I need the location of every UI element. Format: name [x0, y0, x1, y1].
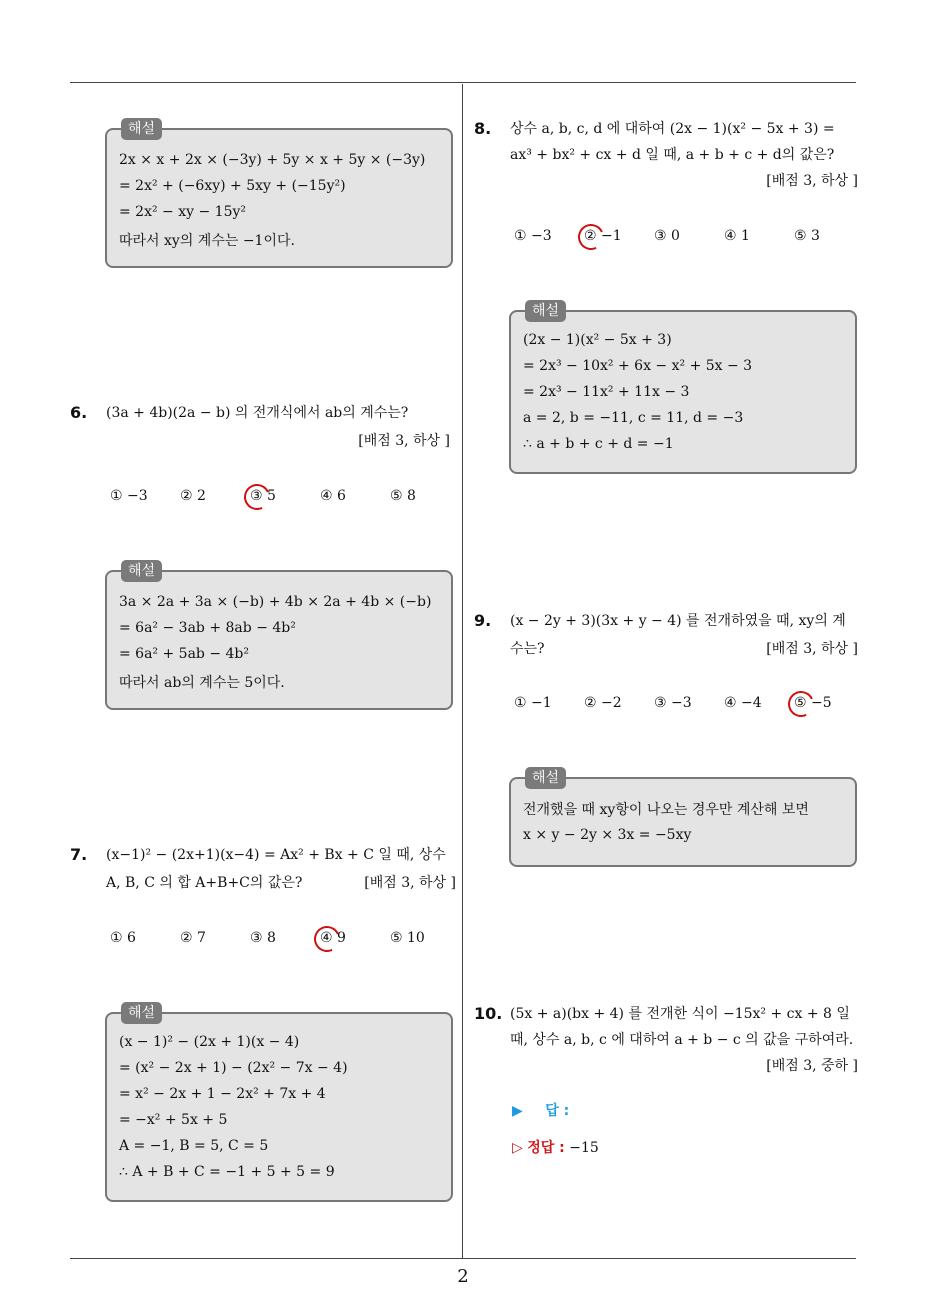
solution-box-q7 [105, 1005, 453, 1202]
question-meta: [배점 3, 하상 ] [358, 433, 450, 449]
solution-line: 따라서 xy의 계수는 −1이다. [119, 233, 295, 249]
choice-1[interactable]: ① −3 [110, 488, 148, 504]
question-6 [70, 400, 450, 456]
question-text: (3a + 4b)(2a − b) 의 전개식에서 ab의 계수는? [106, 405, 409, 421]
solution-line: ∴ A + B + C = −1 + 5 + 5 = 9 [119, 1164, 335, 1180]
solution-line: (x − 1)² − (2x + 1)(x − 4) [119, 1034, 300, 1050]
choice-2[interactable] [584, 228, 622, 244]
choice-4[interactable]: ④ 6 [320, 488, 346, 504]
solution-box-q8 [509, 303, 857, 474]
correct-answer-value: −15 [569, 1140, 599, 1156]
question-number: 6. [70, 403, 88, 422]
choices-q9 [514, 695, 854, 719]
solution-tag: 해설 [525, 300, 566, 322]
question-text: (5x + a)(bx + 4) 를 전개한 식이 −15x² + cx + 8 일 [510, 1006, 850, 1022]
answer-row [512, 1100, 569, 1120]
question-text: A, B, C 의 합 A+B+C의 값은? [106, 875, 303, 891]
solution-line: = 2x² + (−6xy) + 5xy + (−15y²) [119, 178, 346, 194]
solution-box-q6 [105, 563, 453, 710]
solution-tag: 해설 [525, 767, 566, 789]
solution-box-q5 [105, 121, 453, 268]
choice-2[interactable]: ② 2 [180, 488, 206, 504]
correct-answer-row [512, 1137, 599, 1157]
question-number: 10. [474, 1004, 503, 1023]
answer-label: 답 : [545, 1103, 570, 1119]
solution-line: 전개했을 때 xy항이 나오는 경우만 계산해 보면 [523, 802, 809, 818]
solution-line: = x² − 2x + 1 − 2x² + 7x + 4 [119, 1086, 326, 1102]
answer-mark-icon [310, 922, 343, 955]
bottom-rule [70, 1258, 856, 1259]
question-meta: [배점 3, 중하 ] [766, 1058, 858, 1074]
question-10 [474, 1001, 858, 1081]
solution-line: = 2x² − xy − 15y² [119, 204, 246, 220]
choices-q6 [110, 488, 430, 512]
choice-3[interactable] [250, 488, 276, 504]
correct-answer-label: 정답 : [527, 1140, 565, 1156]
answer-mark-icon [240, 480, 273, 513]
question-text: ax³ + bx² + cx + d 일 때, a + b + c + d의 값은? [510, 147, 835, 163]
choice-3[interactable]: ③ 8 [250, 930, 276, 946]
question-number: 9. [474, 611, 492, 630]
question-meta: [배점 3, 하상 ] [364, 875, 456, 891]
solution-line: 3a × 2a + 3a × (−b) + 4b × 2a + 4b × (−b) [119, 594, 432, 610]
choice-1[interactable]: ① −1 [514, 695, 552, 711]
outline-arrow-icon: ▷ [512, 1140, 523, 1156]
play-arrow-icon: ▶ [512, 1103, 523, 1119]
choice-1[interactable]: ① −3 [514, 228, 552, 244]
solution-line: 따라서 ab의 계수는 5이다. [119, 675, 285, 691]
solution-line: = 6a² + 5ab − 4b² [119, 646, 250, 662]
choice-2[interactable]: ② 7 [180, 930, 206, 946]
solution-line: (2x − 1)(x² − 5x + 3) [523, 332, 672, 348]
choice-5[interactable]: ⑤ 3 [794, 228, 820, 244]
choice-5[interactable] [794, 695, 832, 711]
solution-tag: 해설 [121, 560, 162, 582]
choice-5[interactable]: ⑤ 8 [390, 488, 416, 504]
question-9 [474, 608, 858, 664]
choice-3[interactable]: ③ −3 [654, 695, 692, 711]
solution-line: a = 2, b = −11, c = 11, d = −3 [523, 410, 744, 426]
question-text: (x−1)² − (2x+1)(x−4) = Ax² + Bx + C 일 때, 상수 [106, 847, 446, 863]
solution-line: = 2x³ − 11x² + 11x − 3 [523, 384, 690, 400]
choice-5[interactable]: ⑤ 10 [390, 930, 425, 946]
choice-4-label: ④ 9 [320, 930, 346, 946]
solution-line: x × y − 2y × 3x = −5xy [523, 827, 692, 843]
solution-line: = −x² + 5x + 5 [119, 1112, 228, 1128]
top-rule [70, 82, 856, 83]
column-divider [462, 84, 463, 1258]
solution-line: ∴ a + b + c + d = −1 [523, 436, 674, 452]
choice-3[interactable]: ③ 0 [654, 228, 680, 244]
solution-line: A = −1, B = 5, C = 5 [119, 1138, 269, 1154]
answer-mark-icon [784, 687, 817, 720]
solution-line: = 2x³ − 10x² + 6x − x² + 5x − 3 [523, 358, 753, 374]
choices-q7 [110, 930, 430, 954]
choice-1[interactable]: ① 6 [110, 930, 136, 946]
choice-5-label: ⑤ −5 [794, 695, 832, 711]
solution-line: 2x × x + 2x × (−3y) + 5y × x + 5y × (−3y) [119, 152, 426, 168]
question-meta: [배점 3, 하상 ] [766, 641, 858, 657]
choice-4[interactable]: ④ −4 [724, 695, 762, 711]
question-text: 상수 a, b, c, d 에 대하여 (2x − 1)(x² − 5x + 3) = [510, 121, 835, 137]
solution-tag: 해설 [121, 118, 162, 140]
page-number: 2 [457, 1266, 469, 1287]
choice-2[interactable]: ② −2 [584, 695, 622, 711]
question-text: (x − 2y + 3)(3x + y − 4) 를 전개하였을 때, xy의 계 [510, 613, 846, 629]
choice-3-label: ③ 5 [250, 488, 276, 504]
solution-box-q9 [509, 770, 857, 867]
choice-2-label: ② −1 [584, 228, 622, 244]
question-text: 수는? [510, 641, 545, 657]
question-7 [70, 842, 456, 898]
question-text: 때, 상수 a, b, c 에 대하여 a + b − c 의 값을 구하여라. [510, 1032, 854, 1048]
question-8 [474, 116, 858, 196]
solution-tag: 해설 [121, 1002, 162, 1024]
choice-4[interactable]: ④ 1 [724, 228, 750, 244]
solution-line: = (x² − 2x + 1) − (2x² − 7x − 4) [119, 1060, 348, 1076]
choice-4[interactable] [320, 930, 346, 946]
question-number: 8. [474, 119, 492, 138]
choices-q8 [514, 228, 854, 252]
answer-mark-icon [574, 220, 607, 253]
question-number: 7. [70, 845, 88, 864]
solution-line: = 6a² − 3ab + 8ab − 4b² [119, 620, 296, 636]
question-meta: [배점 3, 하상 ] [766, 173, 858, 189]
